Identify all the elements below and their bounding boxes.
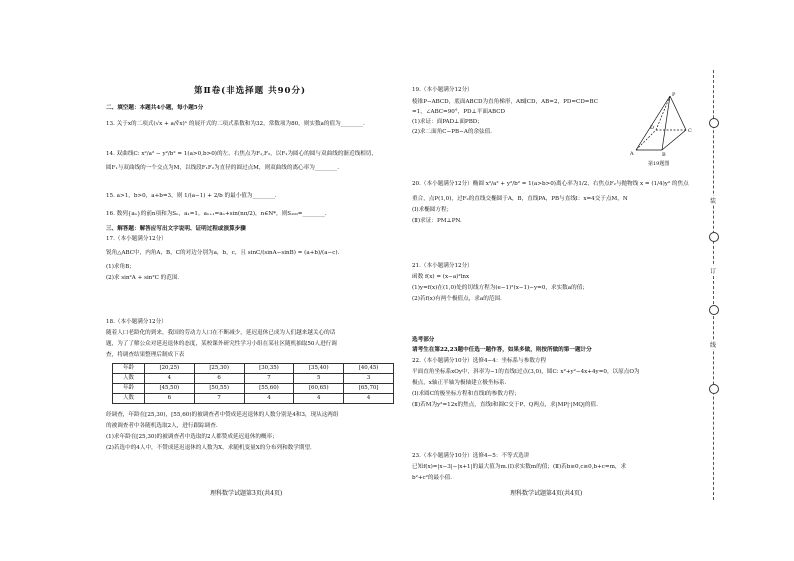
question-22-line2: 极点，x轴正半轴为极轴建立极坐标系. (412, 380, 507, 386)
question-18-part2: (2)若选中的4人中，不赞成延迟退休的人数为X，求随机变量X的分布列和数学期望. (106, 445, 312, 451)
question-19-head: 19.（本小题满分12分） (412, 87, 473, 93)
vertex-label-a: A (630, 151, 634, 157)
question-14-line2: 圆F₁与双曲线的一个交点为M，以线段F₁F₂为直径的圆过点M，则双曲线的离心率为________. (106, 165, 339, 171)
table-cell: [55,60) (244, 384, 294, 394)
pyramid-figure (626, 92, 702, 158)
table-cell: 7 (194, 394, 244, 404)
solve-section-header: 三、解答题：解答应写出文字说明、证明过程或演算步骤 (106, 226, 246, 232)
table-row (113, 374, 394, 384)
table-cell: [30,35) (244, 364, 294, 374)
question-19-part2: (2)求二面角C−PB−A的余弦值. (412, 129, 493, 135)
table-cell: [60,65) (294, 384, 344, 394)
table-cell: 3 (344, 374, 394, 384)
question-23-line2: b²+c²的最小值. (412, 475, 453, 481)
table-cell: 4 (144, 374, 194, 384)
question-18-line1: 随着人口老龄化的到来，我国的劳动力人口在不断减少，延迟退休已成为人们越来越关心的话 (106, 330, 336, 336)
binding-line (713, 70, 714, 500)
vertex-label-c: C (688, 128, 692, 134)
question-21-line1: 函数 f(x) = (x−a)²lnx (412, 274, 470, 280)
table-cell: [45,50) (144, 384, 194, 394)
binding-hole (709, 305, 719, 315)
question-18-line4: 经调查，年龄在[25,30)，[55,60)的被调查者中赞成延迟退休的人数分别是4和3，现从这两组 (106, 412, 339, 418)
table-cell: [40,45) (344, 364, 394, 374)
question-18-line2: 题，为了了解公众对延迟退休的态度，某校课外研究性学习小组在某社区随机抽取50人进行调 (106, 341, 337, 347)
question-19-line1: 棱锥P−ABCD，底面ABCD为直角梯形，AB∥CD，AB=2，PD=CD=BC (412, 99, 598, 105)
table-cell: [25,30) (194, 364, 244, 374)
table-cell: [20,25) (144, 364, 194, 374)
table-cell: 4 (244, 394, 294, 404)
table-cell: 人数 (113, 394, 145, 404)
question-21-part1: (1)y=f(x)在(1,0)处的切线方程为(e−1)²(x−1)−y=0，求实数a的值； (412, 285, 588, 291)
table-row (113, 364, 394, 374)
question-22-part2: (Ⅱ)若M为y²=12x的焦点，直线l和圆C交于P，Q两点，求|MP|·|MQ|的值. (412, 402, 598, 408)
table-cell: 4 (294, 394, 344, 404)
question-20-part2: (Ⅱ)求证：PM⊥PN. (412, 218, 462, 224)
table-row (113, 384, 394, 394)
optional-section-header: 选考部分 (412, 337, 435, 343)
question-23-head: 23.（本小题满分10分）选修4−5：不等式选讲 (412, 453, 530, 459)
question-18-line5: 的被调查者中各随机选取2人，进行跟踪调查. (106, 423, 218, 429)
question-17-part2: (2)求 sin²A + sin²C 的范围. (106, 275, 180, 281)
question-18-part1: (1)求年龄在[25,30)的被调查者中选取的2人都赞成延迟退休的概率； (106, 434, 278, 440)
question-21-part2: (2)若f(x)有两个极值点，求a的范围. (412, 296, 502, 302)
question-19-line2: =1，∠ABC=90°，PD⊥平面ABCD (412, 109, 505, 115)
binding-char: 装 (706, 196, 720, 205)
question-20-part1: (Ⅰ)求椭圆方程； (412, 207, 453, 213)
question-22-head: 22.（本小题满分10分）选修4−4：坐标系与参数方程 (412, 358, 547, 364)
question-17-head: 17.（本小题满分12分） (106, 236, 167, 242)
table-cell: 5 (294, 374, 344, 384)
binding-hole (709, 384, 719, 394)
optional-section-note: 请考生在第22,23题中任选一题作答，如果多做，则按所做的第一题计分 (412, 347, 592, 353)
question-18-line3: 查，将调查结果整理后制成下表 (106, 352, 185, 358)
table-cell: [35,40) (294, 364, 344, 374)
table-cell: [50,55) (194, 384, 244, 394)
question-15: 15. a>1，b>0，a+b=3，则 1/(a−1) + 2/b 的最小值为________. (106, 193, 277, 199)
age-survey-table (112, 363, 394, 404)
binding-char: 订 (706, 266, 720, 275)
left-page-footer: 理科数学试题第3页(共4页) (210, 490, 283, 497)
section-title: 第Ⅱ卷(非选择题 共90分) (194, 86, 306, 96)
table-cell: 年龄 (113, 384, 145, 394)
table-cell: 4 (344, 394, 394, 404)
question-13: 13. 关于x的二项式(√x + a/∛x)ⁿ 的展开式的二项式系数和为32，常数项为80，则实数a的值为________. (106, 121, 365, 127)
table-cell: 人数 (113, 374, 145, 384)
table-cell: 6 (194, 374, 244, 384)
fill-section-header: 二、填空题：本题共4小题，每小题5分 (106, 105, 204, 111)
question-17-part1: (1)求角B； (106, 264, 135, 270)
vertex-label-d: D (650, 125, 655, 131)
binding-hole (709, 232, 719, 242)
table-cell: 6 (144, 394, 194, 404)
question-21-head: 21.（本小题满分12分） (412, 263, 473, 269)
vertex-label-b: B (662, 152, 666, 158)
figure-caption: 第19题图 (648, 161, 670, 167)
question-22-line1: 平面直角坐标系xOy中，斜率为−1的直线l过点(3,0)，圆C: x²+y²−4x+4y=0，以原点O为 (412, 369, 640, 375)
table-row (113, 394, 394, 404)
table-cell: [65,70] (344, 384, 394, 394)
right-page-footer: 理科数学试题第4页(共4页) (510, 490, 583, 497)
table-cell: 7 (244, 374, 294, 384)
binding-hole (709, 118, 719, 128)
vertex-label-p: P (672, 92, 676, 98)
question-14-line1: 14. 双曲线C: x²/a² − y²/b² = 1(a>0,b>0)的左、右焦点为F₁,F₂，以F₁为圆心的圆与双曲线的渐近线相切， (106, 151, 377, 157)
question-17-stem: 锐角△ABC中，内角A，B，C的对边分别为a，b，c，且 sinC/(sinA−sinB) = (a+b)/(a−c). (106, 250, 340, 256)
question-16: 16. 数列{aₙ}的前n项和为Sₙ，a₁=1，aₙ₊₁=aₙ+sin(nπ/2)，n∈N*，则S₁₀₀=________. (106, 211, 327, 217)
question-23-line1: 已知f(x)=|x−3|−|x+1|的最大值为m.(Ⅰ)求实数m的值；(Ⅱ)若b≥0,c≥0,b+c=m，求 (412, 464, 627, 470)
question-18-head: 18.（本小题满分12分） (106, 319, 167, 325)
binding-char: 线 (706, 340, 720, 349)
question-22-part1: (Ⅰ)求圆C的极坐标方程和直线l的参数方程； (412, 391, 520, 397)
question-20-line2: 重合，点P(1,0)，过F₂的直线交椭圆于A，B，直线PA，PB与直线l：x=4交于点M，N (412, 196, 628, 202)
question-19-part1: (1)求证：面PAD⊥面PBD； (412, 119, 483, 125)
table-cell: 年龄 (113, 364, 145, 374)
question-20-line1: 20.（本小题满分12分）椭圆 x²/a² + y²/b² = 1(a>b>0)离心率为1/2，右焦点F₂与抛物线 x = (1/4)y² 的焦点 (412, 181, 689, 187)
